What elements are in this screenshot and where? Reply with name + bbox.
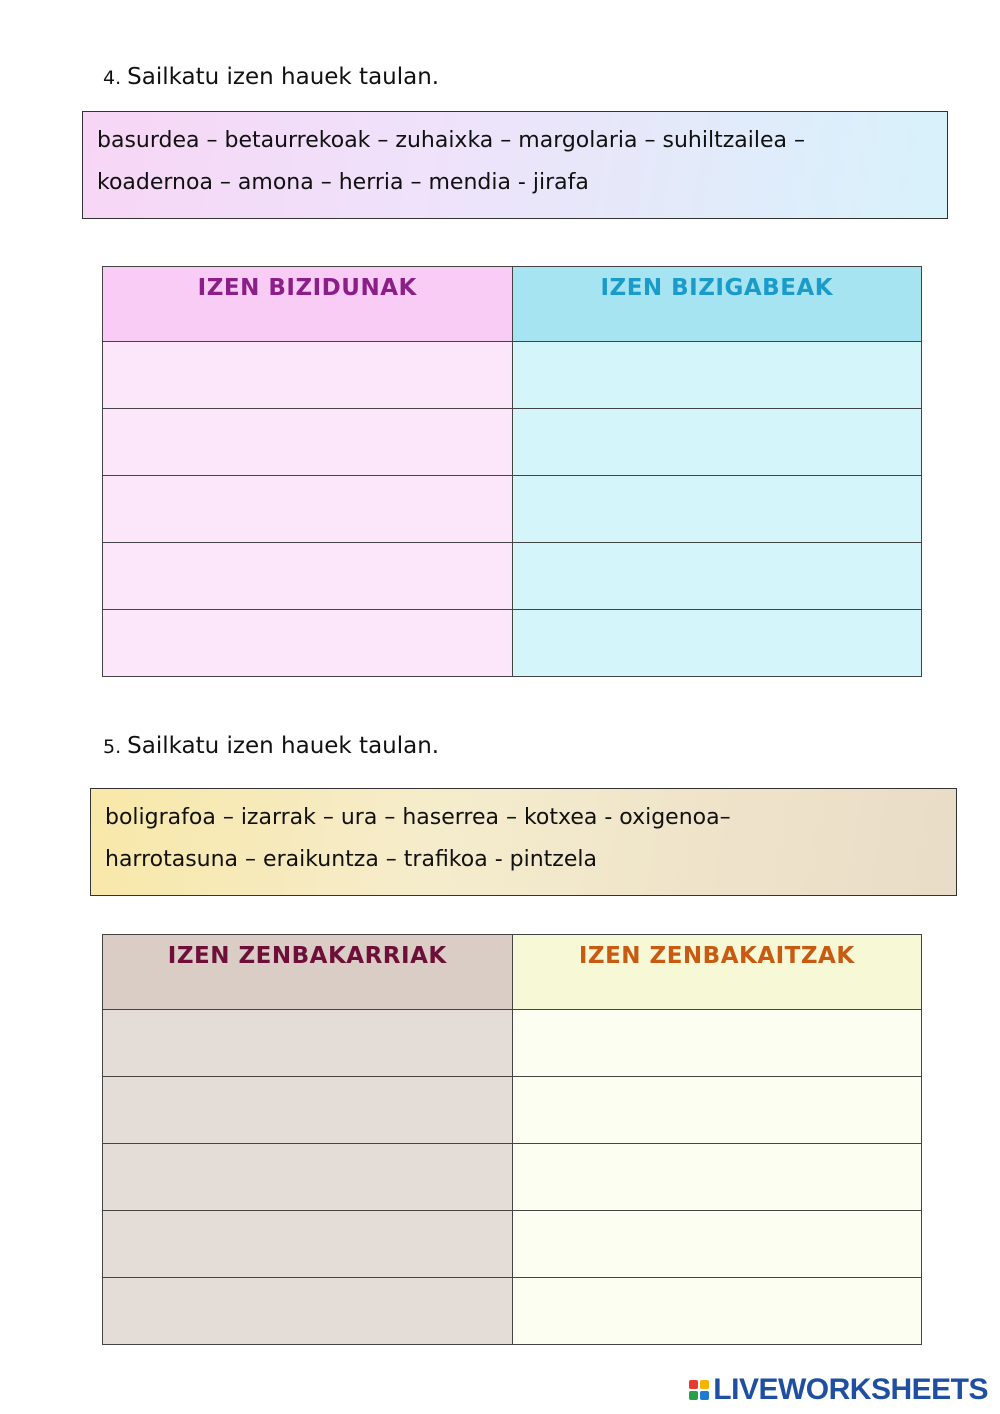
exercise-5-instruction: Sailkatu izen hauek taulan. (127, 733, 440, 759)
answer-cell[interactable] (512, 610, 922, 677)
answer-cell[interactable] (512, 476, 922, 543)
liveworksheets-logo (689, 1373, 988, 1407)
exercise-5-table (102, 934, 922, 1345)
exercise-4-title (103, 64, 439, 90)
logo-text: LIVEWORKSHEETS (713, 1373, 988, 1406)
col-header-izen-zenbakaitzak: IZEN ZENBAKAITZAK (512, 935, 922, 1010)
answer-cell[interactable] (103, 1077, 513, 1144)
answer-cell[interactable] (103, 409, 513, 476)
exercise-5-title (103, 733, 439, 759)
col-header-izen-zenbakarriak: IZEN ZENBAKARRIAK (103, 935, 513, 1010)
answer-cell[interactable] (512, 1144, 922, 1211)
col-header-izen-bizigabeak: IZEN BIZIGABEAK (512, 267, 922, 342)
word-bank-line-1: basurdea – betaurrekoak – zuhaixka – margolaria – suhiltzailea – (97, 128, 805, 153)
answer-cell[interactable] (512, 1211, 922, 1278)
answer-cell[interactable] (103, 1278, 513, 1345)
answer-cell[interactable] (103, 342, 513, 409)
answer-cell[interactable] (512, 1278, 922, 1345)
exercise-5-word-bank (90, 788, 957, 896)
answer-cell[interactable] (103, 610, 513, 677)
col-header-izen-bizidunak: IZEN BIZIDUNAK (103, 267, 513, 342)
word-bank-line-2: koadernoa – amona – herria – mendia - jirafa (97, 170, 589, 195)
exercise-4-number: 4. (103, 67, 122, 89)
exercise-4-table (102, 266, 922, 677)
answer-cell[interactable] (103, 1010, 513, 1077)
liveworksheets-logo-icon (689, 1380, 709, 1400)
exercise-4-instruction: Sailkatu izen hauek taulan. (127, 64, 440, 90)
answer-cell[interactable] (103, 1144, 513, 1211)
word-bank-line-1: boligrafoa – izarrak – ura – haserrea – kotxea - oxigenoa– (105, 805, 731, 830)
exercise-4-word-bank (82, 111, 948, 219)
answer-cell[interactable] (103, 543, 513, 610)
word-bank-line-2: harrotasuna – eraikuntza – trafikoa - pintzela (105, 847, 597, 872)
answer-cell[interactable] (103, 476, 513, 543)
answer-cell[interactable] (512, 543, 922, 610)
exercise-5-number: 5. (103, 736, 122, 758)
answer-cell[interactable] (512, 1010, 922, 1077)
answer-cell[interactable] (512, 1077, 922, 1144)
answer-cell[interactable] (512, 342, 922, 409)
answer-cell[interactable] (103, 1211, 513, 1278)
answer-cell[interactable] (512, 409, 922, 476)
